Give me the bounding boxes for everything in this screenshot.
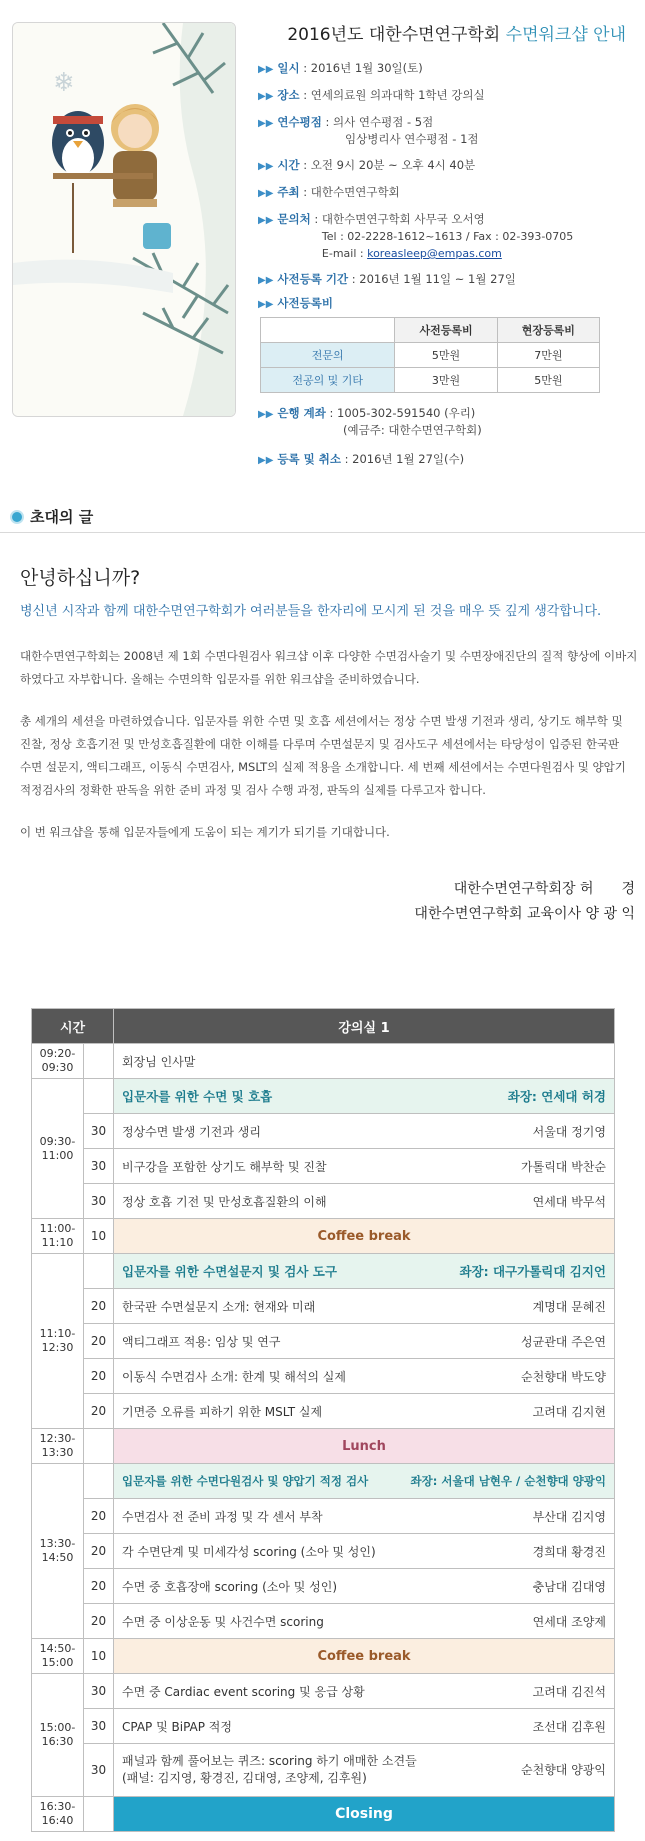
workshop-info [258, 20, 638, 469]
arrow-bullet-icon: ▶▶ [258, 188, 274, 199]
schedule-table [31, 1008, 615, 1832]
table-row: 09:20-09:30 회장님 인사말 [32, 1044, 615, 1079]
workshop-title: 2016년도 대한수면연구학회 수면워크샵 안내 [287, 25, 626, 45]
lunch-row: 12:30-13:30 Lunch [32, 1429, 615, 1464]
table-row: 30 비구강을 포함한 상기도 해부학 및 진찰 가톨릭대 박찬순 [32, 1149, 615, 1184]
info-place: ▶▶ 장소 : 연세의료원 의과대학 1학년 강의실 [258, 88, 485, 102]
table-row: 20 각 수면단계 및 미세각성 scoring (소아 및 성인) 경희대 황경진 [32, 1534, 615, 1569]
table-row: 30 정상 호흡 기전 및 만성호흡질환의 이해 연세대 박무석 [32, 1184, 615, 1219]
table-row: 20 액티그래프 적용: 임상 및 연구 성균관대 주은연 [32, 1324, 615, 1359]
paragraph-3: 이 번 워크샵을 통해 입문자들에게 도움이 되는 계기가 되기를 기대합니다. [20, 825, 390, 839]
table-row: 20 이동식 수면검사 소개: 한계 및 해석의 실제 순천향대 박도양 [32, 1359, 615, 1394]
arrow-bullet-icon: ▶▶ [258, 409, 274, 420]
table-row: 30 정상수면 발생 기전과 생리 서울대 정기영 [32, 1114, 615, 1149]
invitation-heading: 초대의 글 [10, 506, 93, 527]
email-link[interactable]: koreasleep@empas.com [367, 247, 502, 260]
table-row: 30 순천향대 양광익 패널과 함께 풀어보는 퀴즈: scoring 하기 애매한 소견들 (패널: 김지영, 황경진, 김대영, 조양제, 김후원) [32, 1744, 615, 1797]
arrow-bullet-icon: ▶▶ [258, 118, 274, 129]
paragraph-1: 대한수면연구학회는 2008년 제 1회 수면다원검사 워크샵 이후 다양한 수면검사술기 및 수면장애진단의 질적 향상에 이바지 하였다고 자부합니다. 올해는 수면의학 입문자를 위한 워크샵을 준비하였습니다. [20, 649, 638, 686]
signature-director: 대한수면연구학회 교육이사 양 광 익 [414, 906, 635, 922]
arrow-bullet-icon: ▶▶ [258, 215, 274, 226]
greeting: 안녕하십니까? [20, 567, 141, 589]
signature-president: 대한수면연구학회장 허 경 [453, 881, 635, 897]
coffee-break-row: 11:00-11:10 10 Coffee break [32, 1219, 615, 1254]
info-time: ▶▶ 시간 : 오전 9시 20분 ~ 오후 4시 40분 [258, 158, 476, 172]
info-prereg: ▶▶ 사전등록 기간 : 2016년 1월 11일 ~ 1월 27일 [258, 272, 516, 286]
table-row: 15:00-16:30 30 수면 중 Cardiac event scoring 및 응급 상황 고려대 김진석 [32, 1674, 615, 1709]
info-credit: ▶▶ 연수평점 : 의사 연수평점 - 5점 임상병리사 연수평점 - 1점 [258, 115, 479, 146]
session-row: 11:10-12:30 입문자를 위한 수면설문지 및 검사 도구 좌장: 대구가톨릭대 김지언 [32, 1254, 615, 1289]
illustration-penguin-girl [12, 22, 236, 417]
arrow-bullet-icon: ▶▶ [258, 275, 274, 286]
info-fee: ▶▶ 사전등록비 [258, 296, 333, 310]
info-bank: ▶▶ 은행 계좌 : 1005-302-591540 (우리) (예금주: 대한수면연구학회) [258, 406, 482, 437]
arrow-bullet-icon: ▶▶ [258, 91, 274, 102]
paragraph-2: 총 세개의 세션을 마련하였습니다. 입문자를 위한 수면 및 호흡 세션에서는 정상 수면 발생 기전과 생리, 상기도 해부학 및 진찰, 정상 호흡기전 및 만성호흡질환에 대한 이해를 다루며 수면설문지 및 검사도구 세션에서는 타당성이 입증된 한국판 수면 설문지, 액티그래프, 이동식 수면검사, MSLT의 실제 적용을 소개합니다. 세 번째 세션에서는 수면다원검사 및 양압기 적정검사의 정확한 판독을 위한 준비 과정 및 검사 수행 과정, 판독의 실제를 다루고자 합니다. [20, 714, 626, 797]
table-row: 20 기면증 오류를 피하기 위한 MSLT 실제 고려대 김지현 [32, 1394, 615, 1429]
session-row: 09:30-11:00 입문자를 위한 수면 및 호흡 좌장: 연세대 허경 [32, 1079, 615, 1114]
table-row: 20 수면검사 전 준비 과정 및 각 센서 부착 부산대 김지영 [32, 1499, 615, 1534]
table-row: 20 한국판 수면설문지 소개: 현재와 미래 계명대 문혜진 [32, 1289, 615, 1324]
illustration-art [13, 23, 235, 416]
info-date: ▶▶ 일시 : 2016년 1월 30일(토) [258, 61, 423, 75]
table-row: 20 수면 중 호흡장애 scoring (소아 및 성인) 충남대 김대영 [32, 1569, 615, 1604]
arrow-bullet-icon: ▶▶ [258, 64, 274, 75]
info-contact: ▶▶ 문의처 : 대한수면연구학회 사무국 오서영 Tel : 02-2228-1612~1613 / Fax : 02-393-0705 E-mail : koreasleep@empas.com [258, 212, 574, 260]
table-row: 20 수면 중 이상운동 및 사건수면 scoring 연세대 조양제 [32, 1604, 615, 1639]
arrow-bullet-icon: ▶▶ [258, 299, 274, 310]
table-row: 30 CPAP 및 BiPAP 적정 조선대 김후원 [32, 1709, 615, 1744]
schedule-header: 시간 강의실 1 [32, 1009, 615, 1044]
session-row: 13:30-14:50 입문자를 위한 수면다원검사 및 양압기 적정 검사 좌장: 서울대 남현우 / 순천향대 양광익 [32, 1464, 615, 1499]
fee-table: 사전등록비 현장등록비 전문의 5만원 7만원 전공의 및 기타 3만원 5만원 [260, 317, 600, 393]
info-cancel: ▶▶ 등록 및 취소 : 2016년 1월 27일(수) [258, 452, 465, 466]
info-host: ▶▶ 주최 : 대한수면연구학회 [258, 185, 400, 199]
circle-bullet-icon [10, 510, 24, 524]
coffee-break-row: 14:50-15:00 10 Coffee break [32, 1639, 615, 1674]
svg-text:❄: ❄ [53, 68, 75, 98]
arrow-bullet-icon: ▶▶ [258, 455, 274, 466]
section-divider [0, 532, 645, 533]
closing-row: 16:30-16:40 Closing [32, 1797, 615, 1832]
lead-sentence: 병신년 시작과 함께 대한수면연구학회가 여러분들을 한자리에 모시게 된 것을 매우 뜻 깊게 생각합니다. [20, 604, 602, 619]
arrow-bullet-icon: ▶▶ [258, 161, 274, 172]
invitation-letter [20, 563, 640, 844]
